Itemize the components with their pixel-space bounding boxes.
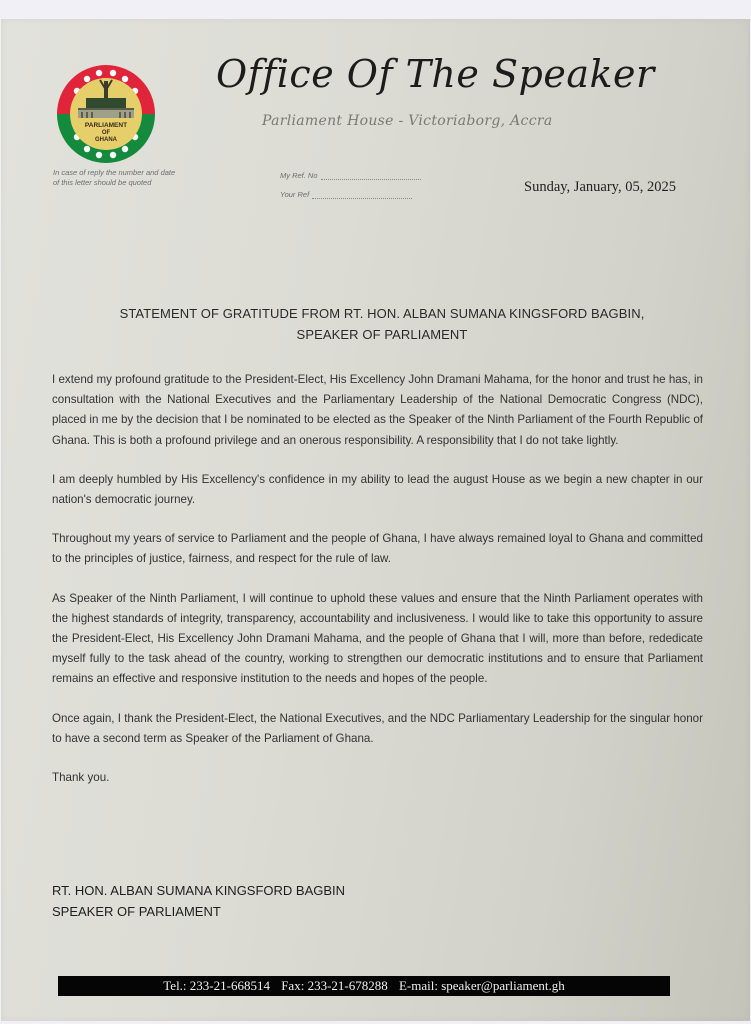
heading-line-2: SPEAKER OF PARLIAMENT xyxy=(296,327,468,342)
paragraph-5: Once again, I thank the President-Elect, the National Executives, and the NDC Parliamentary Leadership for the singular honor to have a second term as Speaker of the Parliament of Ghana. xyxy=(52,711,703,745)
reply-note: In case of reply the number and date of this letter should be quoted xyxy=(53,168,176,187)
your-ref-line xyxy=(312,191,412,199)
letter-body xyxy=(52,370,703,807)
paragraph-1: I extend my profound gratitude to the President-Elect, His Excellency John Dramani Mahama, for the honor and trust he has, in consultation with the National Executives and the Parliamentary Leadership of the National Democratic Congress (NDC), placed in me by the decision that I be nominated to be elected as the Speaker of the Ninth Parliament of the Fourth Republic of Ghana. This is both a profound privilege and an onerous responsibility. A responsibility that I do not take lightly. xyxy=(52,373,703,447)
footer-email: E-mail: speaker@parliament.gh xyxy=(398,978,565,993)
signatory-title: SPEAKER OF PARLIAMENT xyxy=(52,904,221,919)
contact-footer xyxy=(58,976,670,996)
paragraph-3: Throughout my years of service to Parliament and the people of Ghana, I have always remained loyal to Ghana and committed to the principles of justice, fairness, and respect for the rule of law. xyxy=(52,532,703,566)
signature-block xyxy=(52,880,345,922)
footer-fax: Fax: 233-21-678288 xyxy=(281,978,388,993)
paragraph-4: As Speaker of the Ninth Parliament, I will continue to uphold these values and ensure that the Ninth Parliament operates with the highest standards of integrity, transparency, accountability and inclusiveness. I would like to take this opportunity to assure the President-Elect, His Excellency John Dramani Mahama, and the people of Ghana that I will, more than before, rededicate myself fully to the task ahead of the country, working to strengthen our democratic institutions and to ensure that Parliament remains an effective and responsive institution to the needs and hopes of the people. xyxy=(52,591,703,686)
your-ref-row xyxy=(280,186,421,199)
statement-heading xyxy=(52,303,712,345)
footer-tel: Tel.: 233-21-668514 xyxy=(163,978,270,993)
my-ref-row xyxy=(280,167,421,180)
heading-line-1: STATEMENT OF GRATITUDE FROM RT. HON. ALBAN SUMANA KINGSFORD BAGBIN, xyxy=(119,306,645,321)
paragraph-2: I am deeply humbled by His Excellency's confidence in my ability to lead the august House as we begin a new chapter in our nation's democratic journey. xyxy=(52,472,703,507)
letterhead-title: Office Of The Speaker xyxy=(216,52,655,96)
reference-fields xyxy=(280,167,421,205)
my-ref-line xyxy=(321,172,421,180)
your-ref-label: Your Ref xyxy=(280,190,310,199)
letterhead-address: Parliament House - Victoriaborg, Accra xyxy=(262,113,553,129)
signatory-name: RT. HON. ALBAN SUMANA KINGSFORD BAGBIN xyxy=(52,883,346,898)
letter-date: Sunday, January, 05, 2025 xyxy=(524,179,676,195)
logo-text-line1: PARLIAMENT xyxy=(84,122,128,129)
parliament-of-ghana-logo xyxy=(56,64,156,164)
closing-thanks: Thank you. xyxy=(52,771,110,785)
logo-text-line3: GHANA xyxy=(95,137,117,143)
my-ref-label: My Ref. No xyxy=(280,171,318,180)
logo-text-line2: OF xyxy=(101,130,111,136)
